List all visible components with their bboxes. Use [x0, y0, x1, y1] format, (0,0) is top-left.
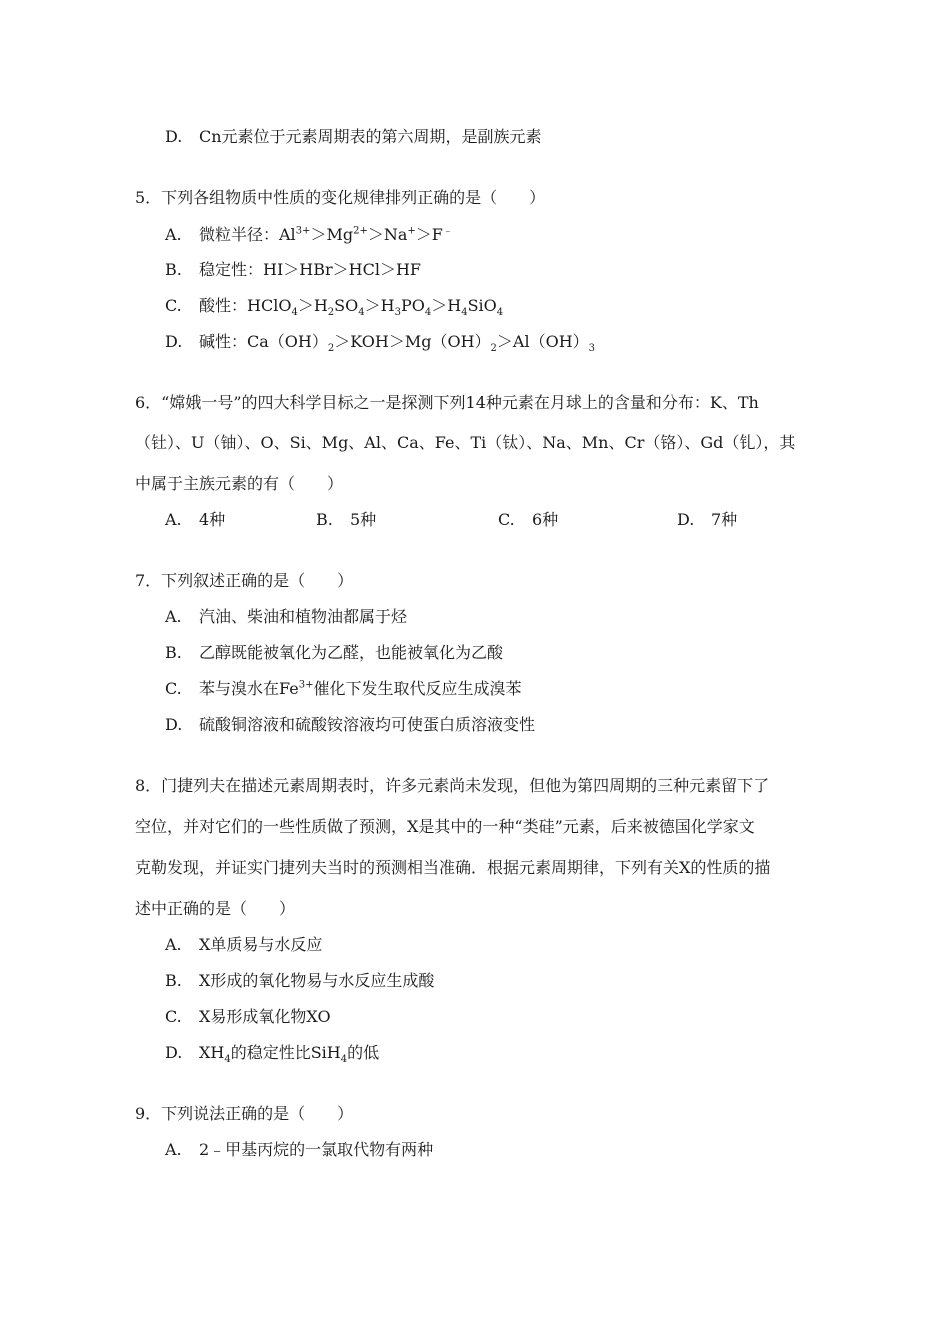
q6-option-a: [165, 510, 225, 530]
option-label: D.: [165, 332, 183, 351]
q9-stem: 9．下列说法正确的是（ ）: [135, 1104, 354, 1123]
q8-stem-line1: 8．门捷列夫在描述元素周期表时，许多元素尚未发现，但他为第四周期的三种元素留下了: [135, 776, 770, 795]
option-label: C.: [498, 510, 515, 529]
option-text: 5种: [350, 510, 377, 529]
option-text: 酸性：HClO: [199, 296, 292, 315]
option-text: ＞Al（OH）: [496, 332, 589, 351]
option-text: 2﹣甲基丙烷的一氯取代物有两种: [199, 1140, 434, 1159]
option-label: C.: [165, 296, 182, 315]
q7-option-d: [165, 715, 535, 735]
option-text: 催化下发生取代反应生成溴苯: [313, 679, 522, 698]
option-label: A.: [165, 935, 182, 954]
option-text: 6种: [532, 510, 559, 529]
option-label: B.: [316, 510, 333, 529]
q5-option-b: [165, 260, 421, 280]
q5-stem: 5．下列各组物质中性质的变化规律排列正确的是（ ）: [135, 188, 546, 207]
option-label: A.: [165, 1140, 182, 1159]
subscript: 3: [588, 343, 596, 355]
q7-stem: 7．下列叙述正确的是（ ）: [135, 571, 354, 590]
option-text: ＞Mg: [310, 225, 354, 244]
option-label: A.: [165, 510, 182, 529]
q6-stem-line1: 6．“嫦娥一号”的四大科学目标之一是探测下列14种元素在月球上的含量和分布：K、Th: [135, 393, 759, 412]
superscript: 3+: [295, 225, 311, 237]
option-label: C.: [165, 679, 182, 698]
subscript: 4: [340, 1054, 348, 1066]
q5-option-d: [165, 332, 596, 355]
option-text: ＞Na: [367, 225, 408, 244]
q6-option-b: [316, 510, 376, 530]
q8-option-d: [165, 1043, 380, 1066]
subscript: 2: [490, 343, 497, 355]
option-text: ＞H: [431, 296, 462, 315]
q4-option-d: [165, 127, 542, 147]
option-label: D.: [677, 510, 695, 529]
q8-stem-line4: 述中正确的是（ ）: [135, 899, 296, 918]
option-label: A.: [165, 607, 182, 626]
subscript: 4: [461, 307, 468, 319]
option-label: D.: [165, 715, 183, 734]
option-text: SiO: [467, 296, 497, 315]
subscript: 2: [327, 343, 335, 355]
q7-option-c: [165, 679, 521, 699]
option-text: 汽油、柴油和植物油都属于烃: [199, 607, 408, 626]
subscript: 4: [424, 307, 432, 319]
option-label: B.: [165, 260, 182, 279]
q9-option-a: [165, 1140, 433, 1160]
subscript: 3: [394, 307, 401, 319]
option-label: B.: [165, 971, 182, 990]
q8-stem-line3: 克勒发现，并证实门捷列夫当时的预测相当准确．根据元素周期律，下列有关X的性质的描: [135, 858, 771, 877]
option-text: 稳定性：HI＞HBr＞HCl＞HF: [199, 260, 422, 279]
option-text: 7种: [711, 510, 738, 529]
superscript: 2+: [353, 225, 368, 237]
superscript: 3+: [298, 679, 314, 691]
superscript: ﹣: [442, 225, 453, 237]
option-label: D.: [165, 127, 183, 146]
option-text: X易形成氧化物XO: [199, 1007, 331, 1026]
option-text: Cn元素位于元素周期表的第六周期，是副族元素: [199, 127, 542, 146]
q5-option-c: [165, 296, 504, 319]
option-text: ＞H: [364, 296, 395, 315]
subscript: 4: [224, 1054, 231, 1066]
option-text: 微粒半径：Al: [199, 225, 296, 244]
option-text: XH: [199, 1043, 225, 1062]
superscript: +: [407, 225, 416, 237]
option-text: X形成的氧化物易与水反应生成酸: [199, 971, 435, 990]
subscript: 4: [496, 307, 504, 319]
option-label: C.: [165, 1007, 182, 1026]
option-text: 的低: [347, 1043, 380, 1062]
option-text: ＞KOH＞Mg（OH）: [334, 332, 491, 351]
q5-option-a: [165, 225, 453, 245]
q7-option-b: [165, 643, 503, 663]
option-text: 苯与溴水在Fe: [199, 679, 299, 698]
option-label: B.: [165, 643, 182, 662]
q8-option-b: [165, 971, 434, 991]
q6-option-c: [498, 510, 558, 530]
q7-option-a: [165, 607, 407, 627]
option-text: ＞H: [297, 296, 328, 315]
option-label: A.: [165, 225, 182, 244]
option-label: D.: [165, 1043, 183, 1062]
q8-stem-line2: 空位，并对它们的一些性质做了预测，X是其中的一种“类硅”元素，后来被德国化学家文: [135, 817, 755, 836]
option-text: 碱性：Ca（OH）: [199, 332, 328, 351]
subscript: 4: [291, 307, 298, 319]
subscript: 2: [327, 307, 335, 319]
option-text: X单质易与水反应: [199, 935, 323, 954]
q6-stem-line2: （钍）、U（铀）、O、Si、Mg、Al、Ca、Fe、Ti（钛）、Na、Mn、Cr（铬）、Gd（钆），其: [135, 433, 796, 452]
q6-stem-line3: 中属于主族元素的有（ ）: [135, 474, 344, 493]
option-text: 乙醇既能被氧化为乙醛，也能被氧化为乙酸: [199, 643, 504, 662]
option-text: SO: [334, 296, 359, 315]
option-text: 的稳定性比SiH: [230, 1043, 341, 1062]
option-text: ＞F: [415, 225, 443, 244]
option-text: 硫酸铜溶液和硫酸铵溶液均可使蛋白质溶液变性: [199, 715, 536, 734]
q8-option-a: [165, 935, 322, 955]
q8-option-c: [165, 1007, 331, 1027]
q6-option-d: [677, 510, 737, 530]
option-text: 4种: [199, 510, 226, 529]
subscript: 4: [358, 307, 365, 319]
option-text: PO: [400, 296, 425, 315]
